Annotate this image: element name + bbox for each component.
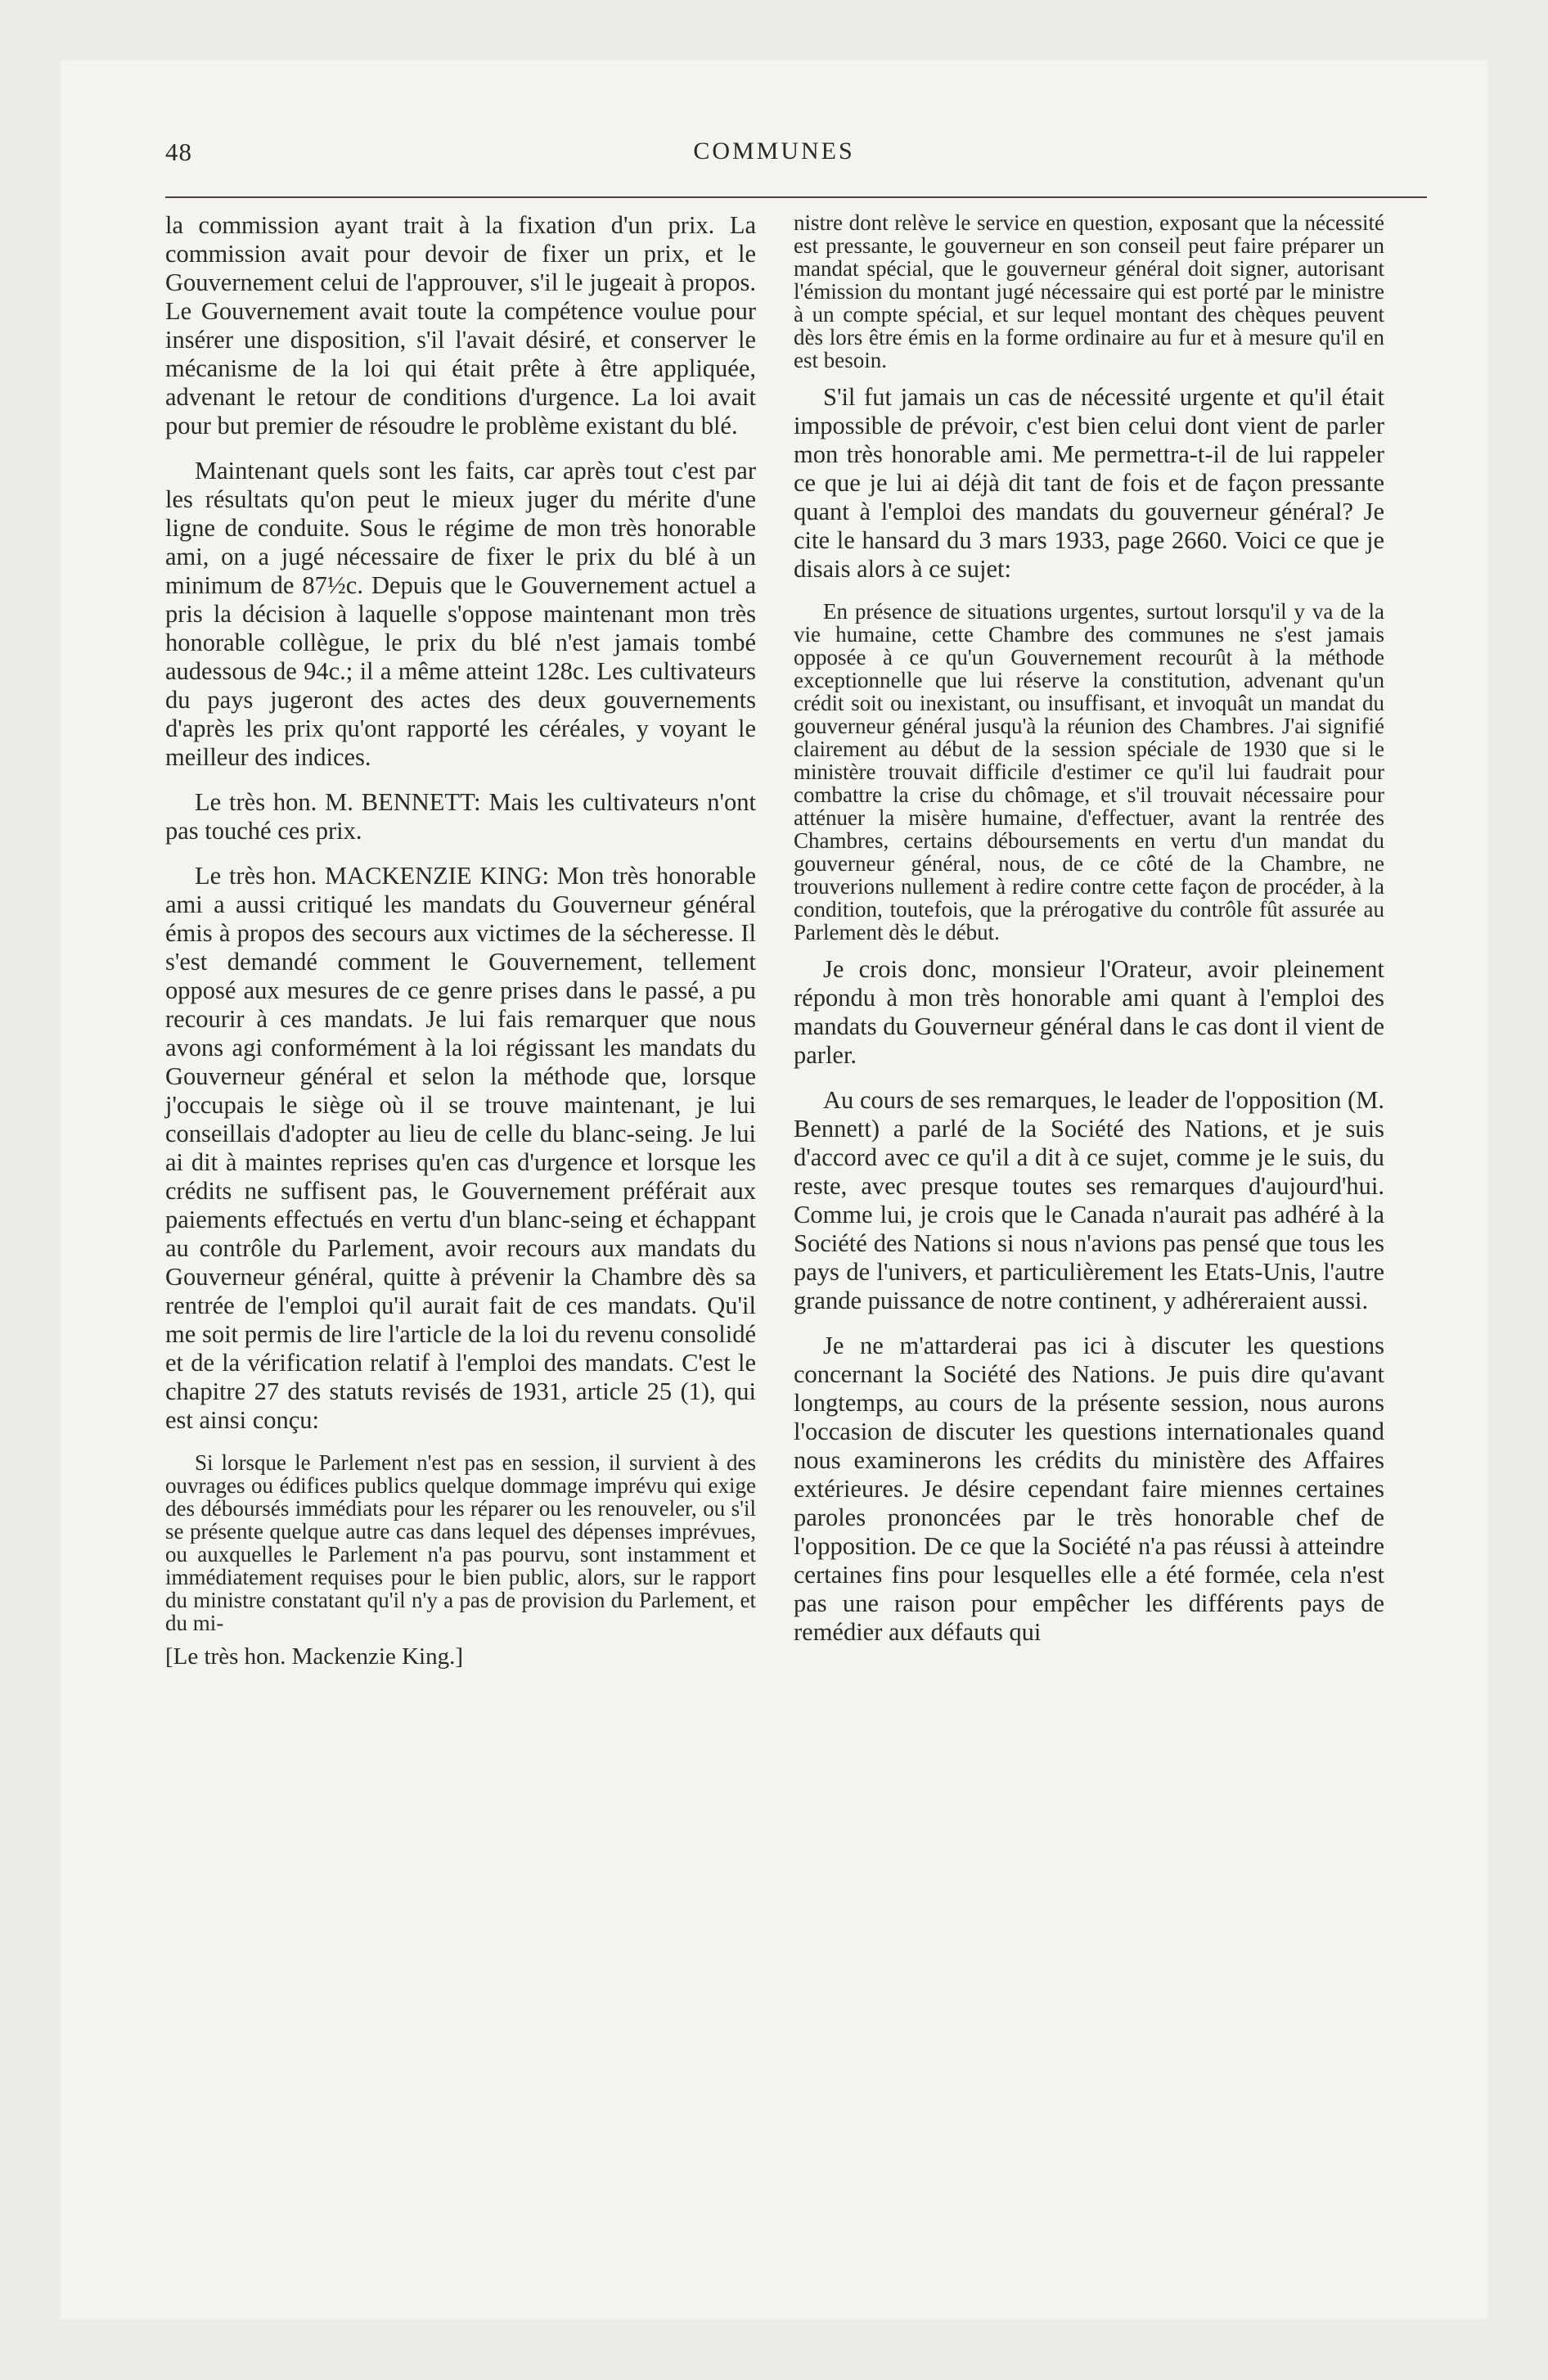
- paragraph: Au cours de ses remarques, le leader de l'opposition (M. Bennett) a parlé de la Société des Nations, et je suis d'accord avec ce qu'il a dit à ce sujet, comme je le suis, du reste, avec presque toutes ses remarques d'aujourd'hui. Comme lui, je crois que le Canada n'aurait pas adhéré à la Société des Nations si nous n'avions pas pensé que tous les pays de l'univers, et particulièrement les Etats-Unis, l'autre grande puissance de notre continent, y adhéreraient aussi.: [794, 1086, 1384, 1314]
- speaker-paragraph: Le très hon. MACKENZIE KING: Mon très honorable ami a aussi critiqué les mandats du Gouverneur général émis à propos des secours aux victimes de la sécheresse. Il s'est demandé comment le Gouvernement, tellement opposé aux mesures de ce genre prises dans le passé, a pu recourir à ces mandats. Je lui fais remarquer que nous avons agi conformément à la loi régissant les mandats du Gouverneur général et selon la méthode que, lorsque j'occupais le siège où il se trouve maintenant, je lui conseillais d'adopter au lieu de celle du blanc-seing. Je lui ai dit à maintes reprises qu'en cas d'urgence et lorsque les crédits ne suffisent pas, le Gouvernement préférait aux paiements effectués en vertu d'un blanc-seing et échappant au contrôle du Parlement, avoir recours aux mandats du Gouverneur général, quitte à prévenir la Chambre dès sa rentrée de l'emploi qu'il aurait fait de ces mandats. Qu'il me soit permis de lire l'article de la loi du revenu consolidé et de la vérification relatif à l'emploi des mandats. C'est le chapitre 27 des statuts revisés de 1931, article 25 (1), qui est ainsi conçu:: [165, 862, 756, 1434]
- speaker-paragraph: Le très hon. M. BENNETT: Mais les cultivateurs n'ont pas touché ces prix.: [165, 788, 756, 845]
- right-column: [794, 211, 1384, 1663]
- paragraph: S'il fut jamais un cas de nécessité urgente et qu'il était impossible de prévoir, c'est bien celui dont vient de parler mon très honorable ami. Me permettra-t-il de lui rappeler ce que je lui ai déjà dit tant de fois et de façon pressante quant à l'emploi des mandats du gouverneur général? Je cite le hansard du 3 mars 1933, page 2660. Voici ce que je disais alors à ce sujet:: [794, 383, 1384, 583]
- paragraph: la commission ayant trait à la fixation d'un prix. La commission avait pour devoir de fixer un prix, et le Gouvernement celui de l'approuver, s'il le jugeait à propos. Le Gouvernement avait toute la compétence voulue pour insérer une disposition, s'il l'avait désiré, et conserver le mécanisme de la loi qui était prête à être appliquée, advenant le retour de conditions d'urgence. La loi avait pour but premier de résoudre le problème existant du blé.: [165, 211, 756, 439]
- left-column: [165, 211, 756, 1688]
- speaker-attribution: [Le très hon. Mackenzie King.]: [165, 1643, 463, 1670]
- running-head: COMMUNES: [693, 137, 855, 165]
- page-number: 48: [165, 137, 192, 166]
- paragraph: Je ne m'attarderai pas ici à discuter les questions concernant la Société des Nations. Je puis dire qu'avant longtemps, au cours de la présente session, nous aurons l'occasion de discuter les questions internationales quand nous examinerons les crédits du ministère des Affaires extérieures. Je désire cependant faire miennes certaines paroles prononcées par le très honorable chef de l'opposition. De ce que la Société n'a pas réussi à atteindre certaines fins pour lesquelles elle a été formée, cela n'est pas une raison pour empêcher les différents pays de remédier aux défauts qui: [794, 1332, 1384, 1646]
- paragraph: Je crois donc, monsieur l'Orateur, avoir pleinement répondu à mon très honorable ami quant à l'emploi des mandats du Gouverneur général dans le cas dont il vient de parler.: [794, 955, 1384, 1069]
- header-rule: [165, 196, 1427, 198]
- statute-quote-continued: nistre dont relève le service en question, exposant que la nécessité est pressante, le gouverneur en son conseil peut faire préparer un mandat spécial, que le gouverneur général doit signer, autorisant l'émission du montant jugé nécessaire qui est porté par le ministre à un compte spécial, et sur lequel montant des chèques peuvent dès lors être émis en la forme ordinaire au fur et à mesure qu'il en est besoin.: [794, 210, 1384, 372]
- hansard-quote: En présence de situations urgentes, surtout lorsqu'il y va de la vie humaine, cette Chambre des communes ne s'est jamais opposée à ce qu'un Gouvernement recourût à la méthode exceptionnelle que lui réserve la constitution, advenant qu'un crédit soit ou inexistant, ou insuffisant, et invoquât un mandat du gouverneur général jusqu'à la réunion des Chambres. J'ai signifié clairement au début de la session spéciale de 1930 que si le ministère trouvait difficile d'estimer ce qu'il lui faudrait pour combattre la crise du chômage, et s'il trouvait nécessaire pour atténuer la misère humaine, d'effectuer, avant la rentrée des Chambres, certains déboursements en vertu d'un mandat du gouverneur général, nous, de ce côté de la Chambre, ne trouverions nullement à redire contre cette façon de procéder, à la condition, toutefois, que la prérogative du contrôle fût assurée au Parlement dès le début.: [794, 599, 1384, 944]
- paragraph: Maintenant quels sont les faits, car après tout c'est par les résultats qu'on peut le mieux juger du mérite d'une ligne de conduite. Sous le régime de mon très honorable ami, on a jugé nécessaire de fixer le prix du blé à un minimum de 87½c. Depuis que le Gouvernement actuel a pris la décision à laquelle s'oppose maintenant mon très honorable collègue, le prix du blé n'est jamais tombé audessous de 94c.; il a même atteint 128c. Les cultivateurs du pays jugeront des actes des deux gouvernements d'après les prix qu'ont rapporté les céréales, y voyant le meilleur des indices.: [165, 457, 756, 771]
- page: [61, 61, 1487, 2319]
- statute-quote: Si lorsque le Parlement n'est pas en session, il survient à des ouvrages ou édifices publics quelque dommage imprévu qui exige des déboursés immédiats pour les réparer ou les renouveler, ou s'il se présente quelque autre cas dans lequel des dépenses imprévues, ou auxquelles le Parlement n'a pas pourvu, sont instamment et immédiatement requises pour le bien public, alors, sur le rapport du ministre constatant qu'il n'y a pas de provision du Parlement, et du mi-: [165, 1450, 756, 1635]
